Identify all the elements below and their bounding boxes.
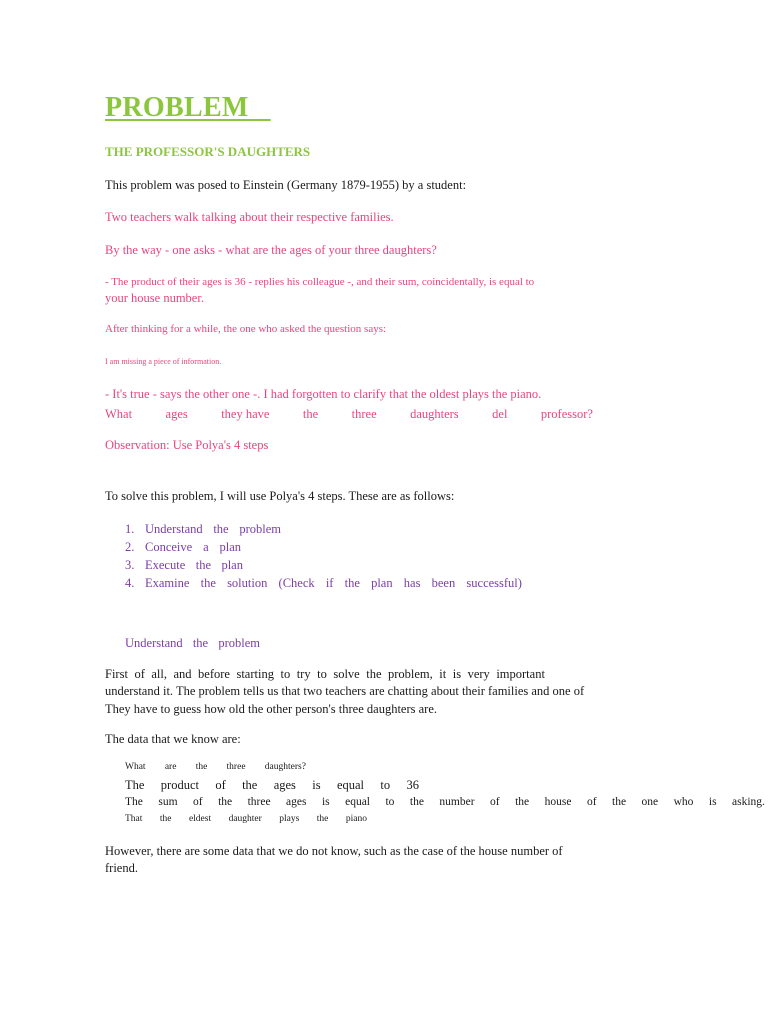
- question-word: What: [105, 407, 133, 421]
- unknown-line-1: However, there are some data that we do not know, such as the case of the house number of: [105, 844, 563, 858]
- polya-steps-list: [105, 520, 522, 592]
- question-word: professor?: [540, 407, 593, 421]
- known-data-row-4: That the eldest daughter plays the piano: [125, 814, 367, 824]
- story-line-2: By the way - one asks - what are the ages of your three daughters?: [105, 243, 437, 257]
- question-word: the: [302, 407, 319, 421]
- observation-text: Observation: Use Polya's 4 steps: [105, 438, 269, 452]
- story-line-3a: - The product of their ages is 36 - replies his colleague -, and their sum, coincidentally, is equal to: [105, 276, 535, 288]
- story-question: [105, 407, 593, 422]
- known-data-row-3: The sum of the three ages is equal to the number of the house of the one who is asking.: [125, 796, 765, 808]
- list-item: 4. Examine the solution (Check if the plan has been successful): [125, 576, 522, 590]
- unknown-line-2: friend.: [105, 861, 138, 875]
- known-data-row-2: The product of the ages is equal to 36: [125, 778, 419, 792]
- paragraph-line-3: They have to guess how old the other person's three daughters are.: [105, 702, 438, 716]
- page-subtitle: THE PROFESSOR'S DAUGHTERS: [105, 144, 311, 159]
- question-word: daughters: [410, 407, 459, 421]
- page-title: PROBLEM: [105, 92, 249, 123]
- question-word: they have: [221, 407, 270, 421]
- data-intro: The data that we know are:: [105, 732, 241, 746]
- section-heading-understand: Understand the problem: [125, 636, 260, 650]
- story-line-5: I am missing a piece of information.: [105, 357, 222, 366]
- question-word: del: [492, 407, 508, 421]
- question-word: ages: [165, 407, 188, 421]
- intro-text: This problem was posed to Einstein (Germany 1879-1955) by a student:: [105, 178, 467, 192]
- list-item: 1. Understand the problem: [125, 522, 281, 536]
- list-item: 2. Conceive a plan: [125, 540, 241, 554]
- solve-intro: To solve this problem, I will use Polya's 4 steps. These are as follows:: [105, 489, 455, 503]
- known-data-row-1: What are the three daughters?: [125, 762, 306, 772]
- story-line-4: After thinking for a while, the one who asked the question says:: [105, 323, 387, 335]
- paragraph-line-2: understand it. The problem tells us that two teachers are chatting about their families and one of: [105, 684, 585, 698]
- paragraph-line-1: First of all, and before starting to try to solve the problem, it is very important: [105, 667, 545, 681]
- story-line-3b: your house number.: [105, 291, 204, 305]
- question-word: three: [351, 407, 377, 421]
- story-line-1: Two teachers walk talking about their respective families.: [105, 210, 394, 224]
- list-item: 3. Execute the plan: [125, 558, 243, 572]
- story-line-6: - It's true - says the other one -. I had forgotten to clarify that the oldest plays the piano.: [105, 387, 542, 401]
